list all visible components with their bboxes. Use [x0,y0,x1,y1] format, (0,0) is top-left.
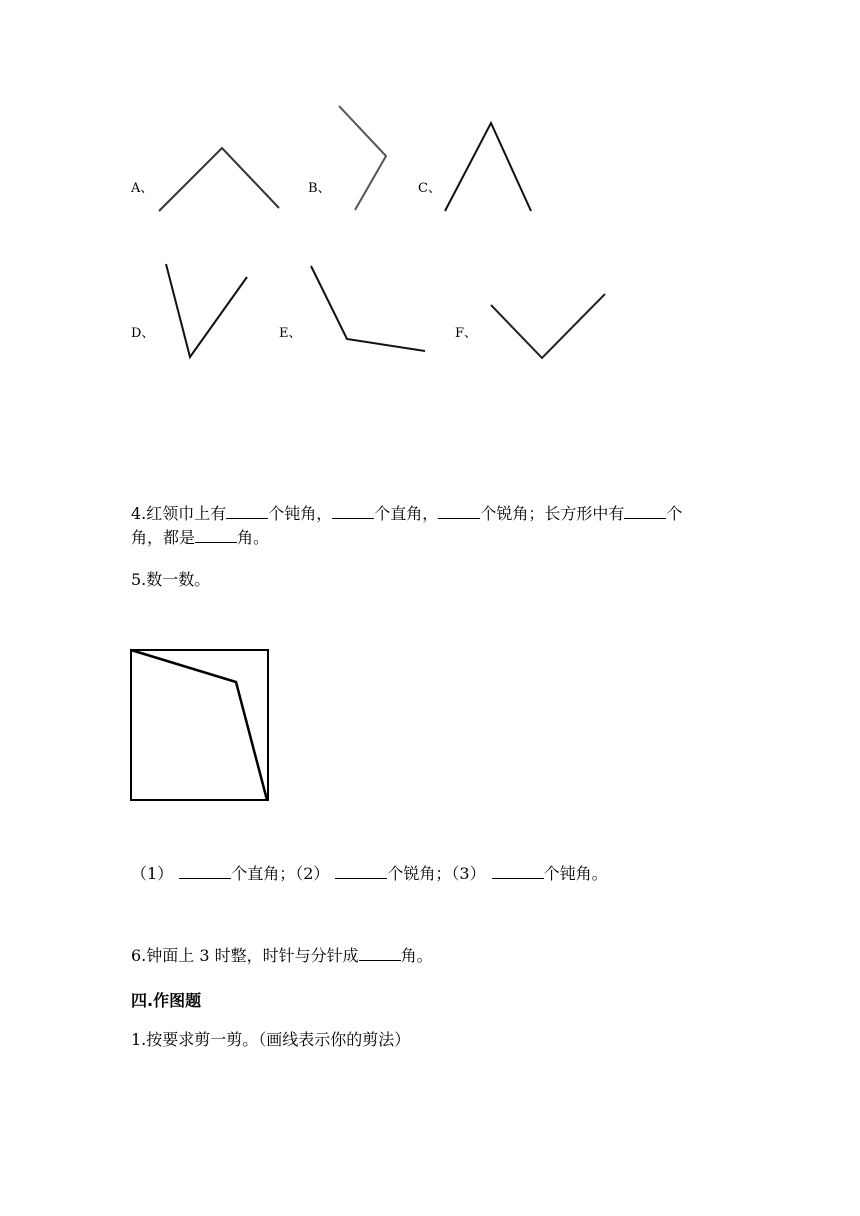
answer-blank[interactable] [624,504,666,519]
answer-blank[interactable] [492,864,544,879]
question-4-line-2 [131,526,269,550]
question-number: 4. [131,504,147,523]
q6-text: 角。 [400,946,433,965]
answer-blank[interactable] [226,504,268,519]
s4q1-text: 按要求剪一剪。（画线表示你的剪法） [146,1030,411,1049]
question-6 [131,944,433,968]
q4-text: 个锐角；长方形中有 [480,504,625,523]
q5-text: 数一数。 [146,570,211,589]
answer-blank[interactable] [179,864,231,879]
question-4-line-1 [131,502,682,526]
option-label-e: E、 [279,326,302,341]
angle-e [311,266,425,351]
question-number: 1. [131,1030,147,1049]
option-label-b: B、 [308,181,331,196]
question-number: 5. [131,570,147,589]
question-5 [131,568,210,592]
section-4-question-1 [131,1028,410,1052]
answer-blank[interactable] [332,504,374,519]
count-inner-line [131,650,267,800]
question-number: 6. [131,946,147,965]
answer-blank[interactable] [359,946,401,961]
angle-d [166,264,247,357]
section-heading: 四.作图题 [131,991,202,1010]
option-label-f: F、 [455,326,478,341]
q4-text: 红领巾上有 [146,504,227,523]
answer-blank[interactable] [335,864,387,879]
option-label-c: C、 [418,181,441,196]
question-5-answers [131,862,608,886]
angle-a [159,148,279,211]
q4-text: 个直角， [374,504,439,523]
angle-c [445,123,531,211]
answer-blank[interactable] [195,528,237,543]
angle-f [491,294,605,358]
angle-b [339,106,386,210]
q4-text: 个 [666,504,683,523]
q5-text: 个锐角； [387,864,452,883]
answer-blank[interactable] [438,504,480,519]
q5-part-label: （3） [451,864,486,883]
q4-text: 个钝角， [268,504,333,523]
q4-text: 角。 [237,528,270,547]
q6-text: 钟面上 3 时整，时针与分针成 [146,946,359,965]
q5-part-label: （2） [295,864,330,883]
option-label-a: A、 [131,181,154,196]
option-label-d: D、 [131,326,155,341]
q4-text: 角，都是 [131,528,196,547]
q5-text: 个直角； [231,864,296,883]
q5-part-label: （1） [131,864,174,883]
q5-text: 个钝角。 [543,864,608,883]
